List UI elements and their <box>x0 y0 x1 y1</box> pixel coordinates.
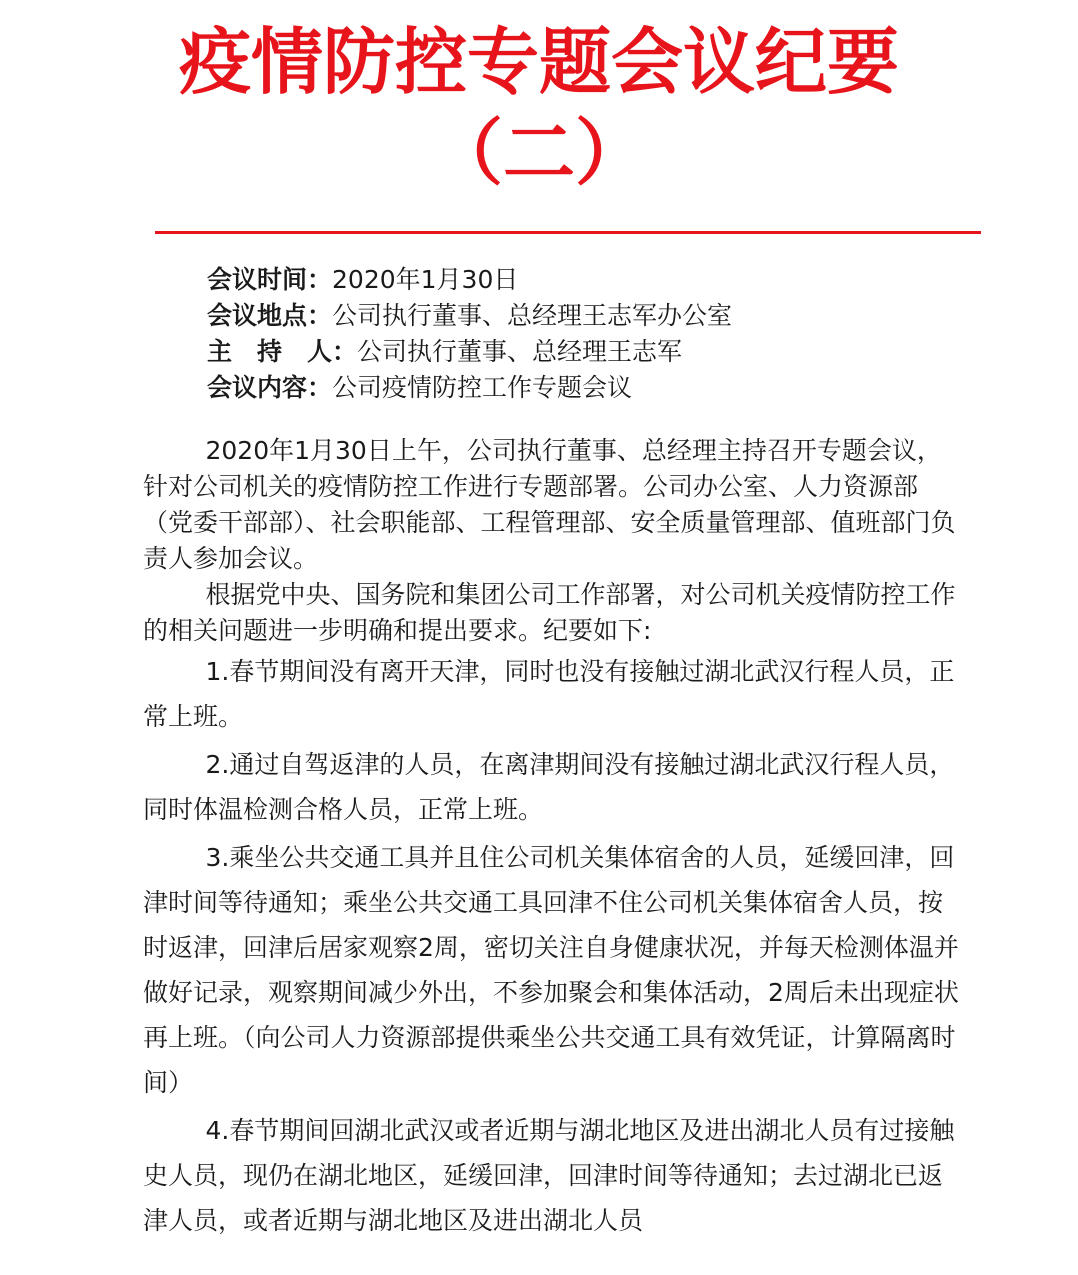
title-divider <box>155 231 981 234</box>
summary-paragraph: 根据党中央、国务院和集团公司工作部署，对公司机关疫情防控工作的相关问题进一步明确和提出要求。纪要如下: <box>143 580 956 645</box>
document-title-number: （二） <box>430 111 647 195</box>
meeting-host-value: 公司执行董事、总经理王志军 <box>357 337 683 366</box>
meeting-time-value: 2020年1月30日 <box>332 265 519 294</box>
document-title: 疫情防控专题会议纪要 <box>178 20 899 104</box>
list-item: 4.春节期间回湖北武汉或者近期与湖北地区及进出湖北人员有过接触史人员，现仍在湖北地区，延缓回津，回津时间等待通知；去过湖北已返津人员，或者近期与湖北地区及进出湖北人员 <box>143 1116 955 1235</box>
meeting-host-row <box>207 334 732 370</box>
document-body <box>143 433 963 1246</box>
list-item: 2.通过自驾返津的人员，在离津期间没有接触过湖北武汉行程人员，同时体温检测合格人员，正常上班。 <box>143 750 955 824</box>
meeting-info <box>207 262 732 406</box>
meeting-time-row <box>207 262 732 298</box>
meeting-location-row <box>207 298 732 334</box>
list-item: 3.乘坐公共交通工具并且住公司机关集体宿舍的人员，延缓回津，回津时间等待通知；乘坐公共交通工具回津不住公司机关集体宿舍人员，按时返津，回津后居家观察2周，密切关注自身健康状况，并每天检测体温并做好记录，观察期间减少外出，不参加聚会和集体活动，2周后未出现症状再上班。（向公司人力资源部提供乘坐公共交通工具有效凭证，计算隔离时间） <box>143 843 959 1097</box>
meeting-location-value: 公司执行董事、总经理王志军办公室 <box>332 301 733 330</box>
intro-paragraph: 2020年1月30日上午，公司执行董事、总经理主持召开专题会议，针对公司机关的疫情防控工作进行专题部署。公司办公室、人力资源部（党委干部部）、社会职能部、工程管理部、安全质量管理部、值班部门负责人参加会议。 <box>143 436 956 573</box>
list-item: 1.春节期间没有离开天津，同时也没有接触过湖北武汉行程人员，正常上班。 <box>143 657 955 731</box>
meeting-time-label: 会议时间： <box>207 265 333 294</box>
meeting-content-row <box>207 370 732 406</box>
meeting-location-label: 会议地点： <box>207 301 333 330</box>
meeting-host-label: 主 持 人： <box>207 337 358 366</box>
meeting-content-label: 会议内容： <box>207 373 333 402</box>
meeting-content-value: 公司疫情防控工作专题会议 <box>332 373 633 402</box>
